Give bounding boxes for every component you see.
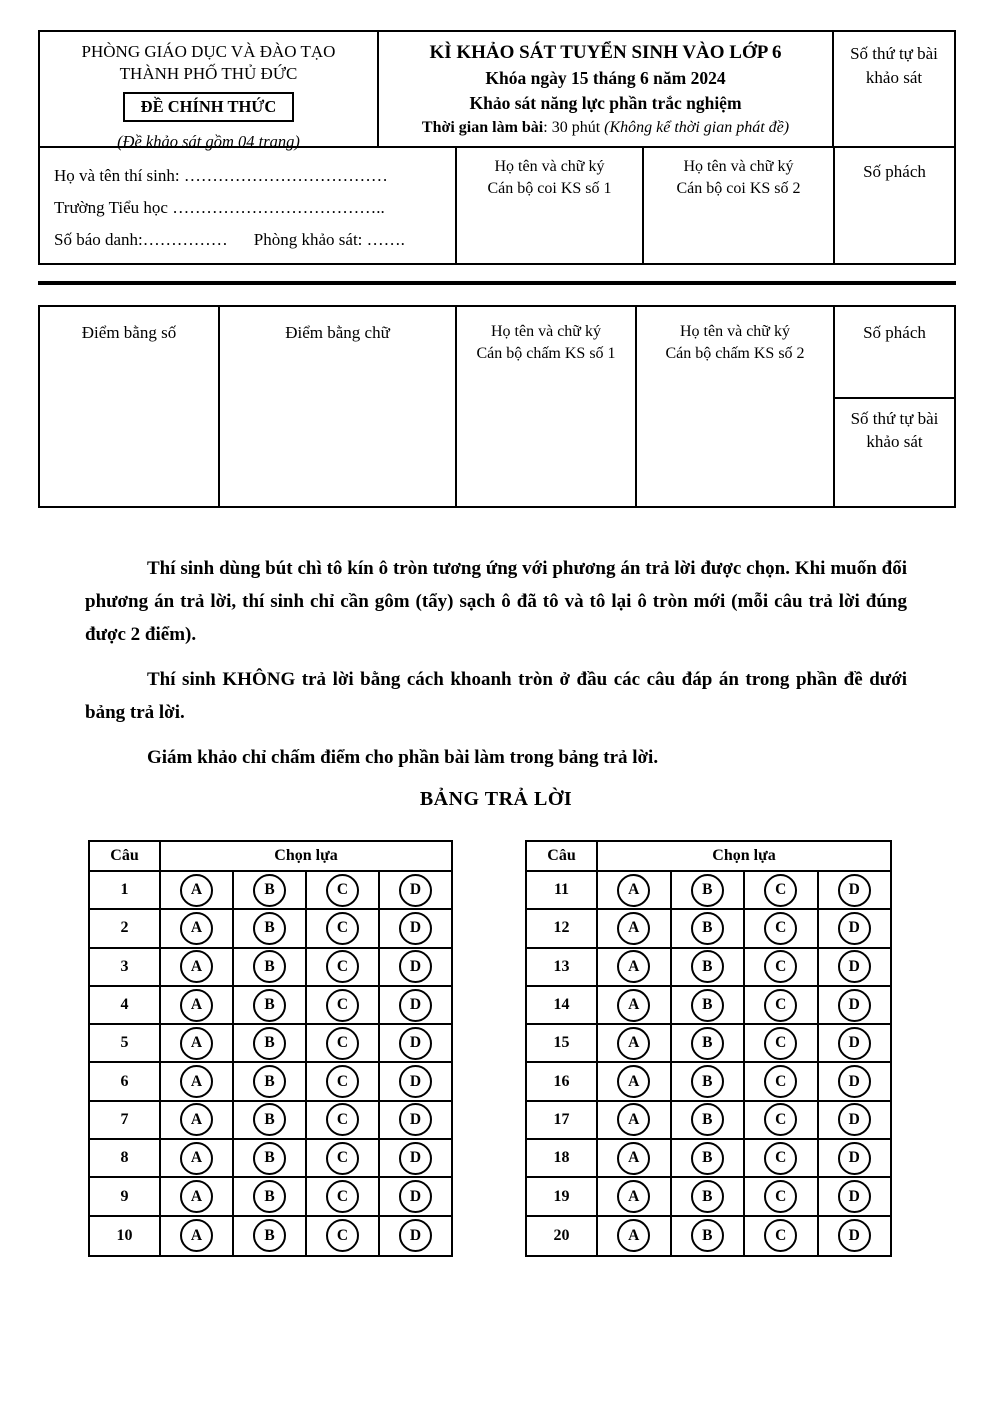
answer-row-1 (90, 872, 451, 910)
answer-table-right (525, 840, 892, 1257)
option-cell-6-B (234, 1063, 307, 1099)
option-cell-3-C (307, 949, 380, 985)
question-number-1: 1 (90, 872, 161, 908)
department-name-line2: THÀNH PHỐ THỦ ĐỨC (119, 64, 298, 83)
bubble-3-A[interactable]: A (180, 950, 213, 983)
question-number-18: 18 (527, 1140, 598, 1176)
answer-row-16 (527, 1063, 890, 1101)
bubble-9-C[interactable]: C (326, 1180, 359, 1213)
bubble-4-A[interactable]: A (180, 989, 213, 1022)
student-info-cell (40, 148, 457, 265)
question-number-9: 9 (90, 1178, 161, 1214)
bubble-4-B[interactable]: B (253, 989, 286, 1022)
answer-row-10 (90, 1217, 451, 1255)
bubble-12-A[interactable]: A (617, 912, 650, 945)
option-cell-16-A (598, 1063, 672, 1099)
bubble-1-A[interactable]: A (180, 874, 213, 907)
option-cell-5-C (307, 1025, 380, 1061)
choice-column-header: Chọn lựa (274, 847, 338, 864)
bubble-6-B[interactable]: B (253, 1065, 286, 1098)
proctor1-signature-cell (457, 148, 644, 265)
answer-row-20 (527, 1217, 890, 1255)
duration-value: : 30 phút (543, 119, 605, 136)
question-number-5: 5 (90, 1025, 161, 1061)
answer-row-4 (90, 987, 451, 1025)
exam-duration-line (379, 116, 832, 140)
bubble-5-C[interactable]: C (326, 1027, 359, 1060)
score-words-cell: Điểm bằng chữ (220, 307, 457, 506)
option-cell-19-A (598, 1178, 672, 1214)
answer-row-18 (527, 1140, 890, 1178)
option-cell-5-B (234, 1025, 307, 1061)
option-cell-7-B (234, 1102, 307, 1138)
instruction-paragraph-2: Thí sinh KHÔNG trả lời bằng cách khoanh tròn ở đầu các câu đáp án trong phần đề dưới bảng trả lời. (85, 669, 907, 723)
option-cell-3-A (161, 949, 234, 985)
answer-table-left-header (90, 842, 451, 872)
bubble-16-B[interactable]: B (691, 1065, 724, 1098)
option-cell-1-C (307, 872, 380, 908)
proctor2-label-line1: Họ tên và chữ ký (683, 158, 794, 175)
question-number-17: 17 (527, 1102, 598, 1138)
option-cell-9-A (161, 1178, 234, 1214)
answer-row-19 (527, 1178, 890, 1216)
option-cell-18-C (745, 1140, 819, 1176)
answer-row-2 (90, 910, 451, 948)
option-cell-8-B (234, 1140, 307, 1176)
bubble-14-C[interactable]: C (764, 989, 797, 1022)
score-table-right-column (835, 307, 954, 506)
grader2-signature-cell (637, 307, 835, 506)
grader2-label-line1: Họ tên và chữ ký (680, 323, 790, 340)
separator-rule (38, 281, 956, 285)
bubble-17-C[interactable]: C (764, 1103, 797, 1136)
choice-column-header: Chọn lựa (712, 847, 776, 864)
paper-number-cell: Số thứ tự bài khảo sát (850, 44, 938, 87)
bubble-14-D[interactable]: D (838, 989, 871, 1022)
option-cell-16-C (745, 1063, 819, 1099)
option-cell-11-B (672, 872, 746, 908)
bubble-3-D[interactable]: D (399, 950, 432, 983)
department-cell (40, 32, 379, 151)
option-cell-14-C (745, 987, 819, 1023)
bubble-2-C[interactable]: C (326, 912, 359, 945)
grader1-signature-cell (457, 307, 637, 506)
option-cell-3-D (380, 949, 451, 985)
option-cell-10-D (380, 1217, 451, 1255)
question-number-4: 4 (90, 987, 161, 1023)
option-cell-5-A (161, 1025, 234, 1061)
option-cell-4-C (307, 987, 380, 1023)
bubble-8-D[interactable]: D (399, 1142, 432, 1175)
option-cell-15-C (745, 1025, 819, 1061)
option-cell-17-C (745, 1102, 819, 1138)
option-cell-2-A (161, 910, 234, 946)
pages-note: (Đề khảo sát gồm 04 trang) (117, 132, 300, 151)
option-cell-5-D (380, 1025, 451, 1061)
bubble-2-A[interactable]: A (180, 912, 213, 945)
option-cell-16-D (819, 1063, 891, 1099)
option-cell-7-C (307, 1102, 380, 1138)
bubble-15-C[interactable]: C (764, 1027, 797, 1060)
bubble-3-B[interactable]: B (253, 950, 286, 983)
option-cell-10-B (234, 1217, 307, 1255)
duration-note: (Không kể thời gian phát đề) (604, 119, 790, 136)
answer-row-5 (90, 1025, 451, 1063)
option-cell-20-A (598, 1217, 672, 1255)
question-number-16: 16 (527, 1063, 598, 1099)
answer-row-12 (527, 910, 890, 948)
option-cell-4-B (234, 987, 307, 1023)
instruction-paragraph-3: Giám khảo chỉ chấm điểm cho phần bài làm trong bảng trả lời. (147, 747, 659, 768)
bubble-17-A[interactable]: A (617, 1103, 650, 1136)
answer-row-13 (527, 949, 890, 987)
student-id-field[interactable]: Số báo danh:…………… (54, 230, 228, 249)
bubble-11-D[interactable]: D (838, 874, 871, 907)
header-row-1 (40, 32, 954, 151)
bubble-5-A[interactable]: A (180, 1027, 213, 1060)
answer-row-6 (90, 1063, 451, 1101)
option-cell-18-D (819, 1140, 891, 1176)
bubble-20-B[interactable]: B (691, 1219, 724, 1252)
option-cell-20-C (745, 1217, 819, 1255)
question-number-20: 20 (527, 1217, 598, 1255)
bubble-15-B[interactable]: B (691, 1027, 724, 1060)
option-cell-15-B (672, 1025, 746, 1061)
bubble-20-A[interactable]: A (617, 1219, 650, 1252)
option-cell-10-A (161, 1217, 234, 1255)
option-cell-2-D (380, 910, 451, 946)
exam-session: Khóa ngày 15 tháng 6 năm 2024 (485, 68, 726, 88)
option-cell-11-D (819, 872, 891, 908)
grader2-label-line2: Cán bộ chấm KS số 2 (665, 345, 805, 362)
bubble-19-D[interactable]: D (838, 1180, 871, 1213)
department-name-line1: PHÒNG GIÁO DỤC VÀ ĐÀO TẠO (81, 42, 336, 61)
option-cell-19-B (672, 1178, 746, 1214)
answer-table-left (88, 840, 453, 1257)
question-column-header: Câu (90, 842, 161, 870)
bubble-16-D[interactable]: D (838, 1065, 871, 1098)
score-number-cell: Điểm bằng số (40, 307, 220, 506)
option-cell-19-C (745, 1178, 819, 1214)
option-cell-20-B (672, 1217, 746, 1255)
score-table (38, 305, 956, 508)
bubble-15-A[interactable]: A (617, 1027, 650, 1060)
bubble-12-B[interactable]: B (691, 912, 724, 945)
exam-title-cell (379, 32, 834, 146)
option-cell-15-A (598, 1025, 672, 1061)
bubble-8-C[interactable]: C (326, 1142, 359, 1175)
exam-title: KÌ KHẢO SÁT TUYỂN SINH VÀO LỚP 6 (429, 42, 782, 63)
bubble-15-D[interactable]: D (838, 1027, 871, 1060)
bubble-17-B[interactable]: B (691, 1103, 724, 1136)
option-cell-7-A (161, 1102, 234, 1138)
option-cell-7-D (380, 1102, 451, 1138)
bubble-20-D[interactable]: D (838, 1219, 871, 1252)
option-cell-18-B (672, 1140, 746, 1176)
answer-row-15 (527, 1025, 890, 1063)
grader1-label-line2: Cán bộ chấm KS số 1 (476, 345, 616, 362)
question-number-13: 13 (527, 949, 598, 985)
answer-row-17 (527, 1102, 890, 1140)
option-cell-17-A (598, 1102, 672, 1138)
question-number-19: 19 (527, 1178, 598, 1214)
option-cell-12-B (672, 910, 746, 946)
bubble-16-A[interactable]: A (617, 1065, 650, 1098)
bubble-12-C[interactable]: C (764, 912, 797, 945)
question-column-header: Câu (527, 842, 598, 870)
question-number-14: 14 (527, 987, 598, 1023)
header-row-2 (40, 148, 954, 265)
bubble-11-B[interactable]: B (691, 874, 724, 907)
bubble-2-D[interactable]: D (399, 912, 432, 945)
bubble-10-C[interactable]: C (326, 1219, 359, 1252)
question-number-7: 7 (90, 1102, 161, 1138)
bubble-9-D[interactable]: D (399, 1180, 432, 1213)
bubble-16-C[interactable]: C (764, 1065, 797, 1098)
bubble-18-A[interactable]: A (617, 1142, 650, 1175)
student-school-field[interactable]: Trường Tiểu học ……………………………….. (54, 198, 385, 217)
option-cell-6-A (161, 1063, 234, 1099)
bubble-17-D[interactable]: D (838, 1103, 871, 1136)
question-number-2: 2 (90, 910, 161, 946)
exam-subject: Khảo sát năng lực phần trắc nghiệm (469, 93, 742, 113)
bubble-4-D[interactable]: D (399, 989, 432, 1022)
bubble-1-C[interactable]: C (326, 874, 359, 907)
option-cell-15-D (819, 1025, 891, 1061)
option-cell-14-D (819, 987, 891, 1023)
option-cell-10-C (307, 1217, 380, 1255)
option-cell-9-C (307, 1178, 380, 1214)
bubble-6-A[interactable]: A (180, 1065, 213, 1098)
option-cell-4-A (161, 987, 234, 1023)
proctor2-label-line2: Cán bộ coi KS số 2 (676, 180, 801, 197)
option-cell-9-D (380, 1178, 451, 1214)
bubble-5-D[interactable]: D (399, 1027, 432, 1060)
option-cell-17-D (819, 1102, 891, 1138)
answer-row-3 (90, 949, 451, 987)
question-number-6: 6 (90, 1063, 161, 1099)
option-cell-11-C (745, 872, 819, 908)
grader1-label-line1: Họ tên và chữ ký (491, 323, 601, 340)
option-cell-8-A (161, 1140, 234, 1176)
option-cell-6-C (307, 1063, 380, 1099)
option-cell-9-B (234, 1178, 307, 1214)
bubble-6-D[interactable]: D (399, 1065, 432, 1098)
option-cell-13-B (672, 949, 746, 985)
bubble-19-C[interactable]: C (764, 1180, 797, 1213)
answer-table-title: BẢNG TRẢ LỜI (419, 788, 573, 810)
bubble-1-D[interactable]: D (399, 874, 432, 907)
student-id-room-line (54, 224, 455, 256)
proctor1-label-line1: Họ tên và chữ ký (494, 158, 605, 175)
bubble-10-D[interactable]: D (399, 1219, 432, 1252)
bubble-20-C[interactable]: C (764, 1219, 797, 1252)
question-number-11: 11 (527, 872, 598, 908)
exam-header-table (38, 30, 956, 265)
bubble-12-D[interactable]: D (838, 912, 871, 945)
option-cell-12-C (745, 910, 819, 946)
proctor1-label-line2: Cán bộ coi KS số 1 (487, 180, 612, 197)
bubble-7-D[interactable]: D (399, 1103, 432, 1136)
option-cell-13-D (819, 949, 891, 985)
bubble-18-C[interactable]: C (764, 1142, 797, 1175)
option-cell-14-B (672, 987, 746, 1023)
answer-table-right-header (527, 842, 890, 872)
bubble-5-B[interactable]: B (253, 1027, 286, 1060)
option-cell-8-C (307, 1140, 380, 1176)
option-cell-13-C (745, 949, 819, 985)
proctor2-signature-cell (644, 148, 835, 265)
bubble-10-A[interactable]: A (180, 1219, 213, 1252)
option-cell-12-D (819, 910, 891, 946)
bubble-13-D[interactable]: D (838, 950, 871, 983)
option-cell-13-A (598, 949, 672, 985)
option-cell-1-D (380, 872, 451, 908)
bubble-3-C[interactable]: C (326, 950, 359, 983)
option-cell-1-A (161, 872, 234, 908)
bubble-7-A[interactable]: A (180, 1103, 213, 1136)
option-cell-12-A (598, 910, 672, 946)
duration-label: Thời gian làm bài (421, 119, 544, 136)
question-number-12: 12 (527, 910, 598, 946)
bubble-6-C[interactable]: C (326, 1065, 359, 1098)
bubble-1-B[interactable]: B (253, 874, 286, 907)
bubble-19-B[interactable]: B (691, 1180, 724, 1213)
option-cell-6-D (380, 1063, 451, 1099)
bubble-19-A[interactable]: A (617, 1180, 650, 1213)
score-code-cell: Số phách (835, 307, 954, 399)
option-cell-8-D (380, 1140, 451, 1176)
option-cell-2-C (307, 910, 380, 946)
bubble-11-C[interactable]: C (764, 874, 797, 907)
bubble-9-B[interactable]: B (253, 1180, 286, 1213)
answer-row-14 (527, 987, 890, 1025)
bubble-14-A[interactable]: A (617, 989, 650, 1022)
question-number-10: 10 (90, 1217, 161, 1255)
option-cell-16-B (672, 1063, 746, 1099)
question-number-3: 3 (90, 949, 161, 985)
answer-row-8 (90, 1140, 451, 1178)
option-cell-17-B (672, 1102, 746, 1138)
score-paper-number-cell: Số thứ tự bài khảo sát (850, 409, 939, 451)
bubble-2-B[interactable]: B (253, 912, 286, 945)
option-cell-2-B (234, 910, 307, 946)
exam-room-field[interactable]: Phòng khảo sát: ……. (253, 230, 405, 249)
bubble-4-C[interactable]: C (326, 989, 359, 1022)
option-cell-4-D (380, 987, 451, 1023)
bubble-7-C[interactable]: C (326, 1103, 359, 1136)
option-cell-3-B (234, 949, 307, 985)
option-cell-18-A (598, 1140, 672, 1176)
bubble-9-A[interactable]: A (180, 1180, 213, 1213)
option-cell-14-A (598, 987, 672, 1023)
bubble-11-A[interactable]: A (617, 874, 650, 907)
student-name-field[interactable]: Họ và tên thí sinh: ……………………………… (54, 166, 388, 185)
bubble-18-B[interactable]: B (691, 1142, 724, 1175)
answer-row-7 (90, 1102, 451, 1140)
bubble-8-B[interactable]: B (253, 1142, 286, 1175)
option-cell-19-D (819, 1178, 891, 1214)
official-exam-badge: ĐỀ CHÍNH THỨC (123, 92, 295, 122)
bubble-10-B[interactable]: B (253, 1219, 286, 1252)
bubble-13-B[interactable]: B (691, 950, 724, 983)
answer-row-9 (90, 1178, 451, 1216)
bubble-8-A[interactable]: A (180, 1142, 213, 1175)
question-number-15: 15 (527, 1025, 598, 1061)
bubble-13-C[interactable]: C (764, 950, 797, 983)
bubble-7-B[interactable]: B (253, 1103, 286, 1136)
question-number-8: 8 (90, 1140, 161, 1176)
answer-row-11 (527, 872, 890, 910)
bubble-14-B[interactable]: B (691, 989, 724, 1022)
option-cell-11-A (598, 872, 672, 908)
option-cell-20-D (819, 1217, 891, 1255)
option-cell-1-B (234, 872, 307, 908)
instruction-paragraph-1: Thí sinh dùng bút chì tô kín ô tròn tương ứng với phương án trả lời được chọn. Khi muốn đổi phương án trả lời, thí sinh chỉ cần gôm (tẩy) sạch ô đã tô và tô lại ô tròn mới (mỗi câu trả lời đúng được 2 điểm). (85, 558, 907, 645)
bubble-13-A[interactable]: A (617, 950, 650, 983)
bubble-18-D[interactable]: D (838, 1142, 871, 1175)
code-number-cell: Số phách (863, 162, 926, 181)
